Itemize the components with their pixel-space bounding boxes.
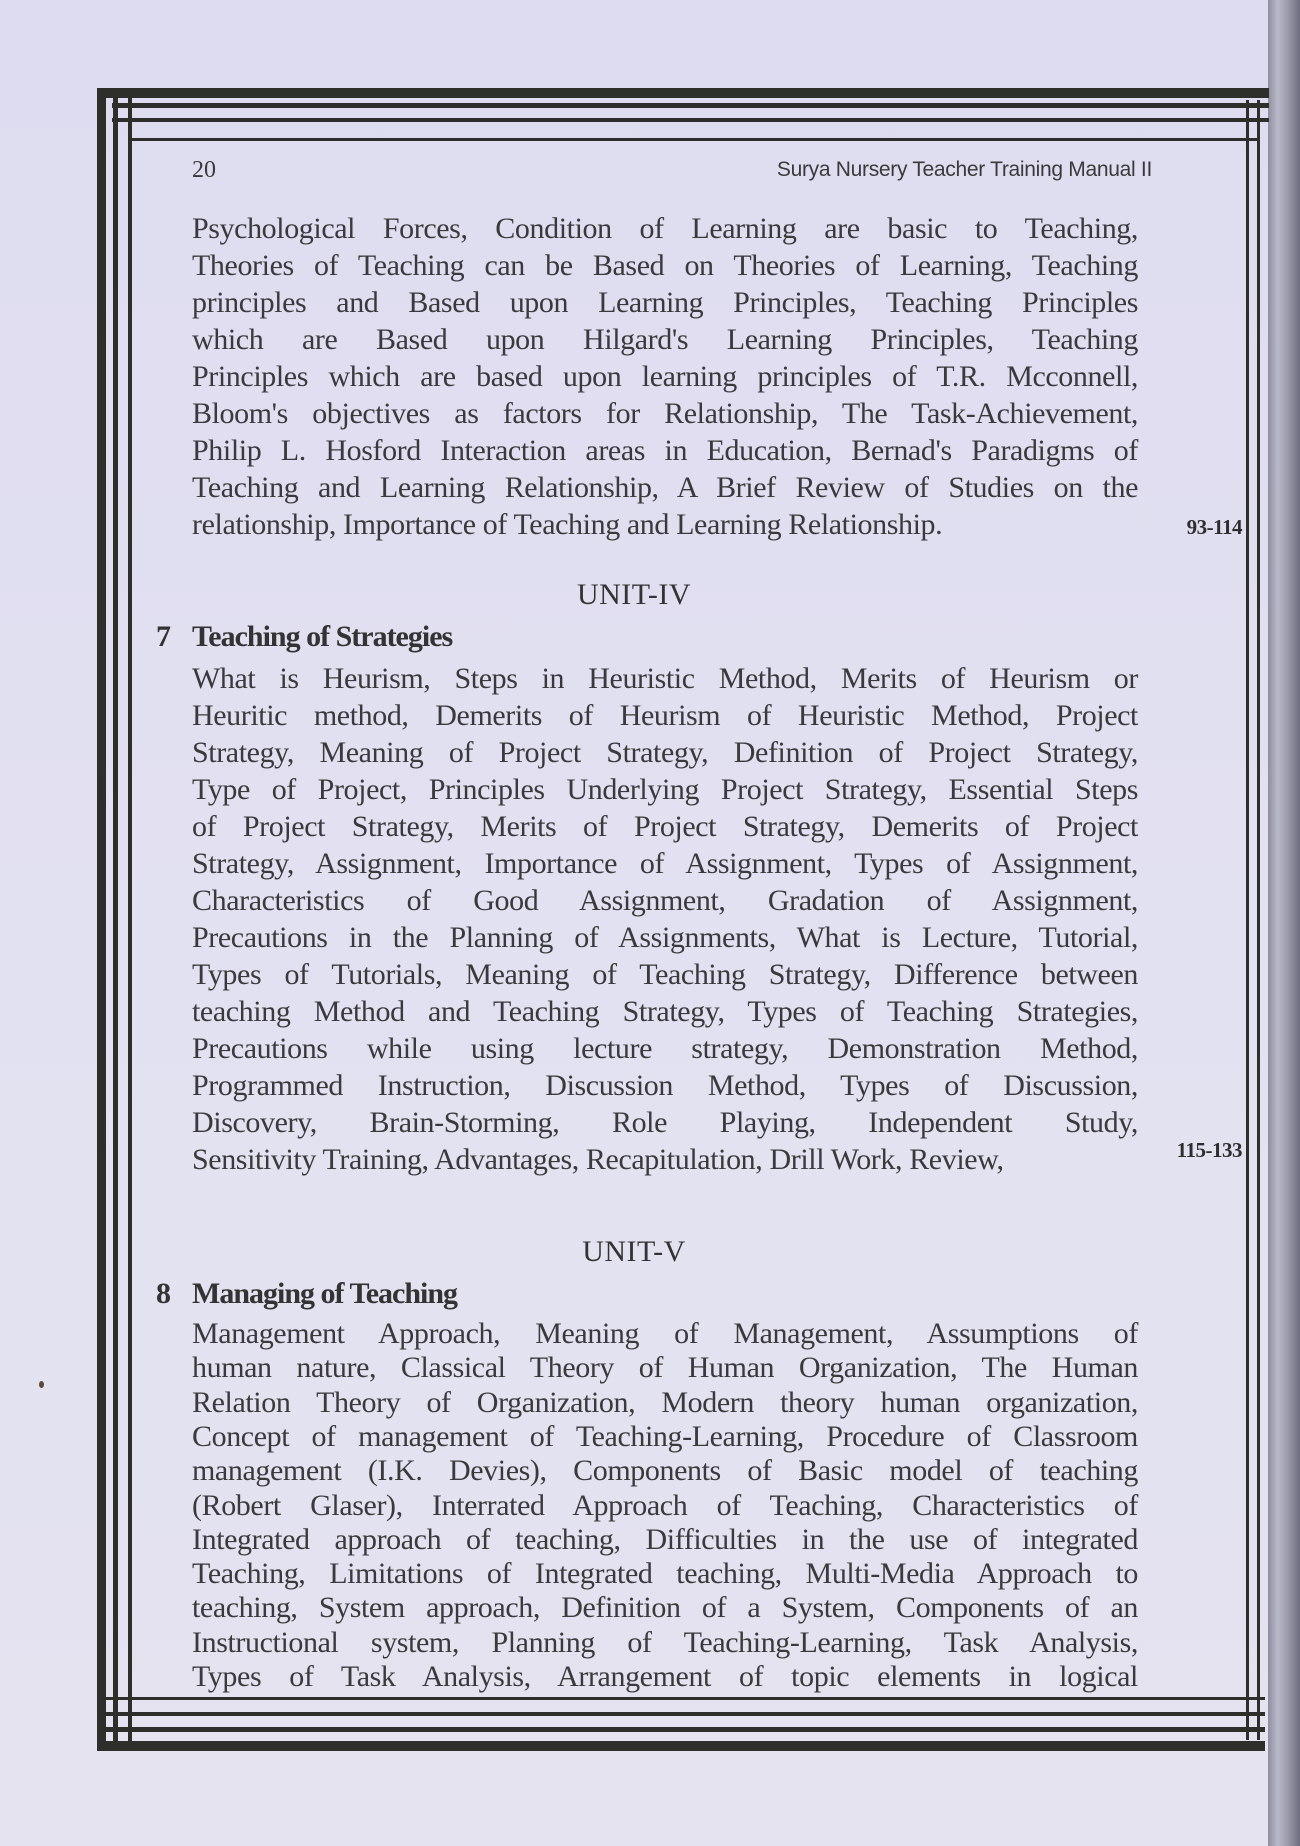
border-left-inner [128, 88, 132, 1751]
chapter-number: 8 [156, 1277, 171, 1310]
page-range: 93-114 [1186, 515, 1242, 539]
text-line: Theories of Teaching can be Based on Theories of Learning, Teaching [192, 249, 1138, 282]
text-line: of Project Strategy, Merits of Project Strategy, Demerits of Project [192, 810, 1138, 843]
text-line: Programmed Instruction, Discussion Method, Types of Discussion, [192, 1069, 1138, 1102]
text-line: Heuritic method, Demerits of Heurism of Heuristic Method, Project [192, 699, 1138, 732]
text-line: Precautions while using lecture strategy, Demonstration Method, [192, 1032, 1138, 1065]
text-line: management (I.K. Devies), Components of Basic model of teaching [192, 1454, 1138, 1488]
text-line: relationship, Importance of Teaching and Learning Relationship. [192, 508, 943, 541]
border-right-outer [1257, 100, 1260, 1740]
border-bottom-inner [105, 1697, 1265, 1700]
text-line: Type of Project, Principles Underlying Project Strategy, Essential Steps [192, 773, 1138, 806]
text-line: Discovery, Brain-Storming, Role Playing, Independent Study, [192, 1106, 1138, 1139]
text-line: Characteristics of Good Assignment, Gradation of Assignment, [192, 884, 1138, 917]
unit-title: UNIT-V [582, 1235, 686, 1268]
border-right-inner [1246, 100, 1249, 1740]
text-line: Instructional system, Planning of Teaching-Learning, Task Analysis, [192, 1625, 1138, 1659]
text-line: Principles which are based upon learning principles of T.R. Mcconnell, [192, 360, 1138, 393]
text-line: Relation Theory of Organization, Modern theory human organization, [192, 1385, 1138, 1419]
border-bottom-2 [105, 1712, 1265, 1716]
border-top-outer [97, 88, 1269, 98]
page-number: 20 [192, 157, 216, 183]
border-left-outer [97, 88, 106, 1751]
border-bottom-outer [97, 1741, 1265, 1751]
text-line: Management Approach, Meaning of Management, Assumptions of [192, 1317, 1138, 1350]
text-line: human nature, Classical Theory of Human Organization, The Human [192, 1351, 1138, 1385]
border-bottom-3 [100, 1727, 1265, 1732]
text-line: Bloom's objectives as factors for Relationship, The Task-Achievement, [192, 397, 1138, 430]
text-line: Types of Tutorials, Meaning of Teaching Strategy, Difference between [192, 958, 1138, 991]
text-line: Concept of management of Teaching-Learning, Procedure of Classroom [192, 1419, 1138, 1453]
text-line: Philip L. Hosford Interaction areas in Education, Bernad's Paradigms of [192, 434, 1138, 467]
text-line: Strategy, Assignment, Importance of Assignment, Types of Assignment, [192, 847, 1138, 880]
page-range: 115-133 [1176, 1138, 1242, 1162]
chapter-title: Teaching of Strategies [192, 620, 453, 653]
text-line: Teaching and Learning Relationship, A Brief Review of Studies on the [192, 471, 1138, 504]
border-left-2 [113, 88, 118, 1751]
text-line: teaching, System approach, Definition of a System, Components of an [192, 1591, 1138, 1625]
text-line: Teaching, Limitations of Integrated teaching, Multi-Media Approach to [192, 1557, 1138, 1591]
text-line: Psychological Forces, Condition of Learning are basic to Teaching, [192, 212, 1138, 245]
text-line: Types of Task Analysis, Arrangement of topic elements in logical [192, 1660, 1138, 1693]
border-top-3 [112, 118, 1269, 122]
book-title-header: Surya Nursery Teacher Training Manual II [776, 158, 1152, 181]
text-line: (Robert Glaser), Interrated Approach of Teaching, Characteristics of [192, 1488, 1138, 1522]
text-line: Precautions in the Planning of Assignments, What is Lecture, Tutorial, [192, 921, 1138, 954]
text-line: Strategy, Meaning of Project Strategy, Definition of Project Strategy, [192, 736, 1138, 769]
border-top-2 [112, 103, 1269, 108]
border-top-inner [128, 138, 1260, 141]
chapter-number: 7 [156, 620, 171, 653]
text-line: principles and Based upon Learning Principles, Teaching Principles [192, 286, 1138, 319]
chapter-title: Managing of Teaching [192, 1277, 458, 1310]
page-edge-shadow [1268, 0, 1300, 1846]
text-line: teaching Method and Teaching Strategy, Types of Teaching Strategies, [192, 995, 1138, 1028]
text-line: What is Heurism, Steps in Heuristic Method, Merits of Heurism or [192, 662, 1138, 695]
text-line: Integrated approach of teaching, Difficulties in the use of integrated [192, 1522, 1138, 1556]
text-line: Sensitivity Training, Advantages, Recapitulation, Drill Work, Review, [192, 1143, 1004, 1176]
text-line: which are Based upon Hilgard's Learning Principles, Teaching [192, 323, 1138, 356]
unit-title: UNIT-IV [576, 578, 692, 611]
ink-speck [39, 1381, 44, 1388]
